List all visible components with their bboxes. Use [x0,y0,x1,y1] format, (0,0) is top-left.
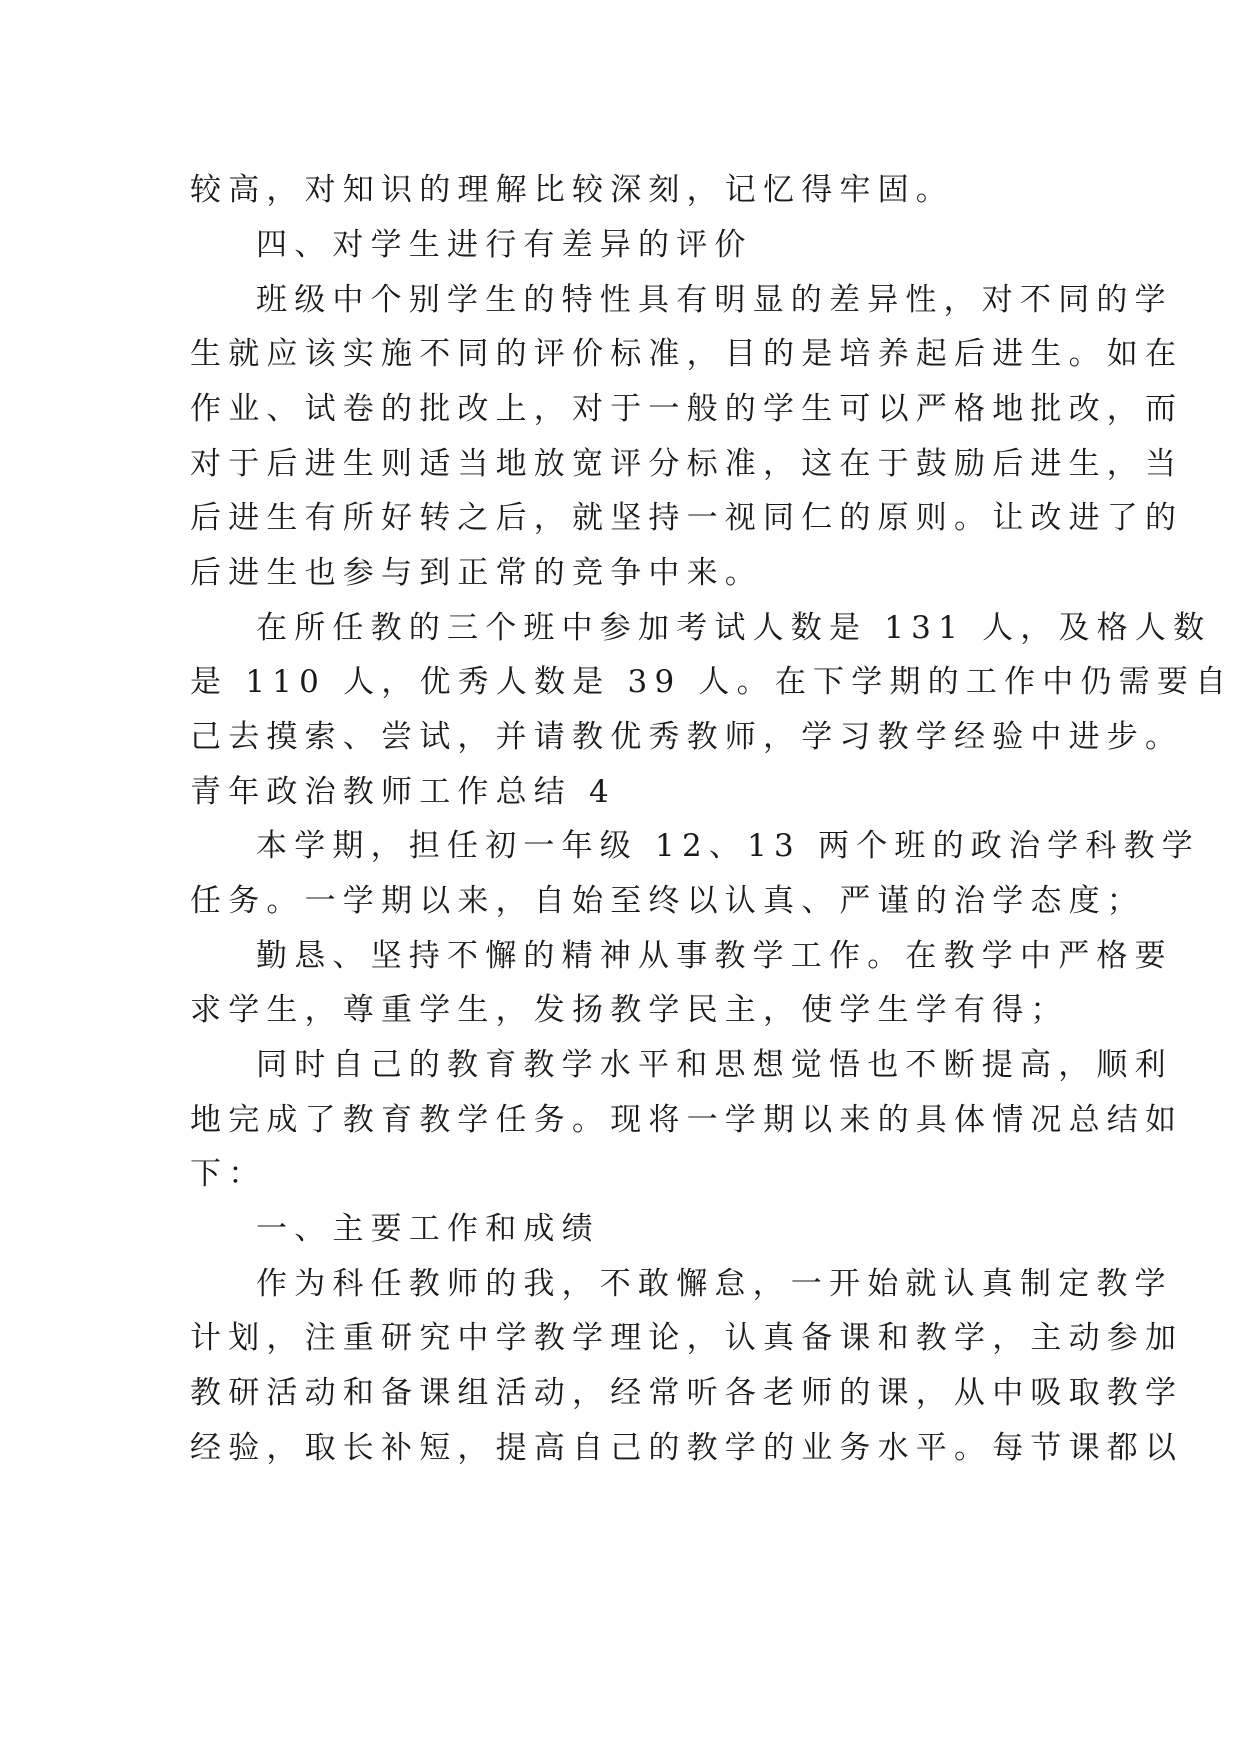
paragraph-line: 己去摸索、尝试，并请教优秀教师，学习教学经验中进步。 [190,719,1184,755]
paragraph-line: 在所任教的三个班中参加考试人数是 131 人，及格人数 [256,610,1212,646]
paragraph-line: 任务。一学期以来，自始至终以认真、严谨的治学态度； [190,883,1145,919]
paragraph-line: 求学生，尊重学生，发扬教学民主，使学生学有得； [190,992,1069,1028]
paragraph-line: 同时自己的教育教学水平和思想觉悟也不断提高，顺利 [256,1047,1173,1083]
paragraph-line: 经验，取长补短，提高自己的教学的业务水平。每节课都以 [190,1430,1184,1466]
paragraph-line: 教研活动和备课组活动，经常听各老师的课，从中吸取教学 [190,1375,1184,1411]
section-heading: 一、主要工作和成绩 [256,1211,600,1247]
paragraph-line: 本学期，担任初一年级 12、13 两个班的政治学科教学 [256,828,1200,864]
paragraph-line: 勤恳、坚持不懈的精神从事教学工作。在教学中严格要 [256,938,1173,974]
paragraph-line: 是 110 人，优秀人数是 39 人。在下学期的工作中仍需要自 [190,664,1234,700]
paragraph-line: 生就应该实施不同的评价标准，目的是培养起后进生。如在 [190,336,1184,372]
paragraph-line: 后进生也参与到正常的竞争中来。 [190,555,763,591]
paragraph-line: 地完成了教育教学任务。现将一学期以来的具体情况总结如 [190,1102,1184,1138]
section-heading: 四、对学生进行有差异的评价 [256,227,753,263]
paragraph-line: 下： [190,1156,267,1192]
paragraph-line: 对于后进生则适当地放宽评分标准，这在于鼓励后进生，当 [190,446,1184,482]
paragraph-line: 作为科任教师的我，不敢懈怠，一开始就认真制定教学 [256,1266,1173,1302]
paragraph-line: 较高，对知识的理解比较深刻，记忆得牢固。 [190,172,954,208]
article-title: 青年政治教师工作总结 4 [190,774,616,810]
paragraph-line: 班级中个别学生的特性具有明显的差异性，对不同的学 [256,282,1173,318]
paragraph-line: 后进生有所好转之后，就坚持一视同仁的原则。让改进了的 [190,500,1184,536]
paragraph-line: 计划，注重研究中学教学理论，认真备课和教学，主动参加 [190,1320,1184,1356]
paragraph-line: 作业、试卷的批改上，对于一般的学生可以严格地批改，而 [190,391,1184,427]
